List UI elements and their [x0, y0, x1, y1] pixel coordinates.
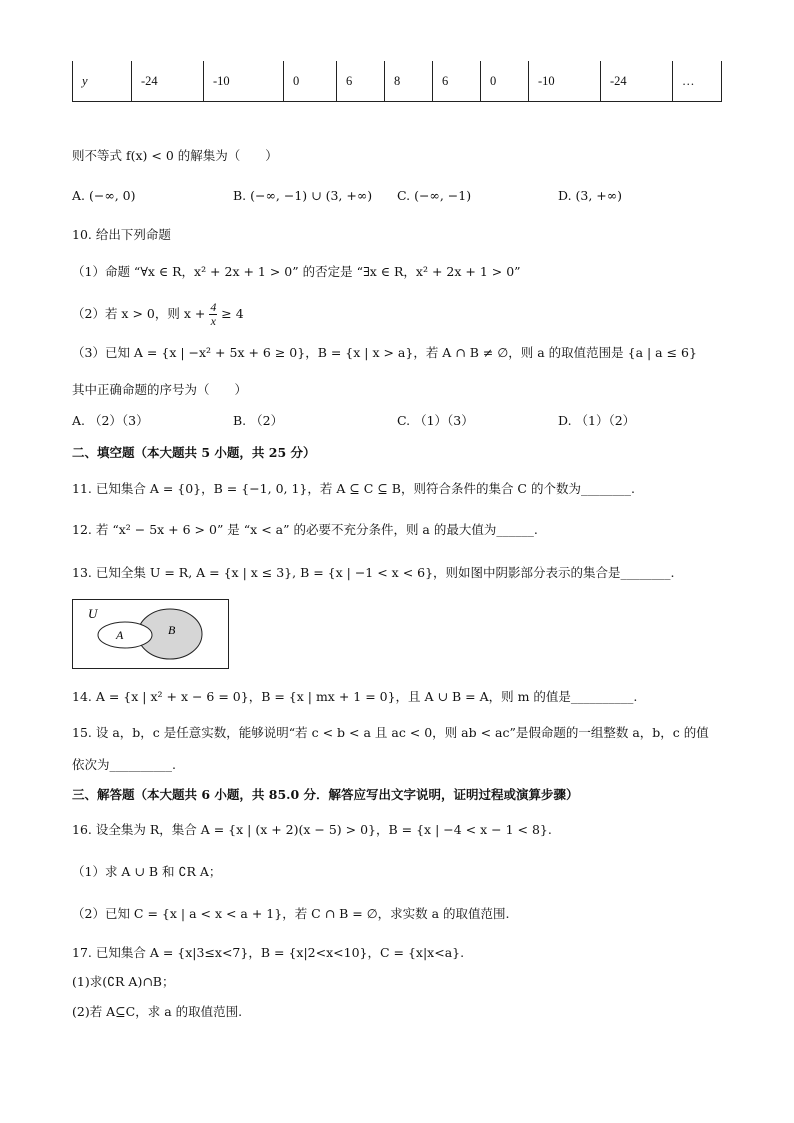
q10-option-d[interactable]: D. （1）（2） [558, 413, 636, 428]
q10-option-a[interactable]: A. （2）（3） [72, 413, 149, 428]
q9-option-a[interactable]: A. (−∞, 0) [72, 188, 136, 203]
q10-stem: 10. 给出下列命题 [72, 227, 171, 242]
q17-part-1: (1)求(∁R A)∩B； [72, 974, 175, 989]
q17-part-2: (2)若 A⊆C，求 a 的取值范围. [72, 1004, 243, 1019]
q10-proposition-3: （3）已知 A = {x | −x² + 5x + 6 ≥ 0}，B = {x | x > a}，若 A ∩ B ≠ ∅，则 a 的取值范围是 {a | a ≤ 6} [72, 345, 697, 360]
q9-option-c[interactable]: C. (−∞, −1) [397, 188, 472, 203]
q14: 14. A = {x | x² + x − 6 = 0}，B = {x | mx + 1 = 0}，且 A ∪ B = A，则 m 的值是__________. [72, 689, 638, 704]
table-cell: … [673, 61, 722, 102]
q11: 11. 已知集合 A = {0}，B = {−1, 0, 1}，若 A ⊆ C ⊆ B，则符合条件的集合 C 的个数为________. [72, 481, 635, 496]
q16-part-2: （2）已知 C = {x | a < x < a + 1}，若 C ∩ B = ∅，求实数 a 的取值范围. [72, 906, 510, 921]
q9-option-b[interactable]: B. (−∞, −1) ∪ (3, +∞) [233, 188, 373, 203]
table-cell: -10 [204, 61, 284, 102]
q10-option-c[interactable]: C. （1）（3） [397, 413, 474, 428]
venn-diagram [72, 599, 229, 669]
section-heading-solutions: 三、解答题（本大题共 6 小题，共 85.0 分．解答应写出文字说明，证明过程或演算步骤） [72, 787, 579, 802]
table-cell: 6 [433, 61, 481, 102]
venn-label-u: U [88, 606, 98, 621]
table-cell: 8 [385, 61, 433, 102]
table-cell: 0 [284, 61, 337, 102]
venn-svg [73, 600, 228, 668]
q16: 16. 设全集为 R，集合 A = {x | (x + 2)(x − 5) > 0}，B = {x | −4 < x − 1 < 8}. [72, 822, 552, 837]
q10-option-b[interactable]: B. （2） [233, 413, 284, 428]
q10-ask: 其中正确命题的序号为（ ） [72, 382, 248, 397]
table-cell: -24 [601, 61, 673, 102]
section-heading-fill-in: 二、填空题（本大题共 5 小题，共 25 分） [72, 445, 316, 460]
table-cell: -10 [529, 61, 601, 102]
q16-part-1: （1）求 A ∪ B 和 ∁R A； [72, 864, 222, 879]
q15-line-2: 依次为__________. [72, 757, 176, 772]
q9-option-d[interactable]: D. (3, +∞) [558, 188, 623, 203]
q10-proposition-1: （1）命题 “∀x ∈ R，x² + 2x + 1 > 0” 的否定是 “∃x ∈ R，x² + 2x + 1 > 0” [72, 264, 521, 279]
table-cell: 0 [481, 61, 529, 102]
q9-stem: 则不等式 f(x) < 0 的解集为（ ） [72, 148, 278, 163]
q17: 17. 已知集合 A = {x|3≤x<7}，B = {x|2<x<10}，C = {x|x<a}. [72, 945, 465, 960]
q13: 13. 已知全集 U = R, A = {x | x ≤ 3}, B = {x | −1 < x < 6}，则如图中阴影部分表示的集合是________. [72, 565, 675, 580]
table-row [73, 61, 722, 102]
table-cell: -24 [132, 61, 204, 102]
q10-proposition-2: （2）若 x > 0，则 x + $\frac{4}{x}$ ≥ 4 [72, 300, 244, 328]
table-cell: 6 [337, 61, 385, 102]
q15-line-1: 15. 设 a，b，c 是任意实数，能够说明“若 c < b < a 且 ac < 0，则 ab < ac”是假命题的一组整数 a，b，c 的值 [72, 725, 709, 740]
table-row-label: y [73, 61, 132, 102]
set-a-ellipse [98, 622, 152, 648]
venn-label-a: A [116, 628, 124, 642]
q12: 12. 若 “x² − 5x + 6 > 0” 是 “x < a” 的必要不充分条件，则 a 的最大值为______. [72, 522, 538, 537]
value-table [72, 61, 722, 102]
fraction: $\frac{4}{x}$ [210, 300, 217, 328]
venn-label-b: B [168, 623, 176, 637]
